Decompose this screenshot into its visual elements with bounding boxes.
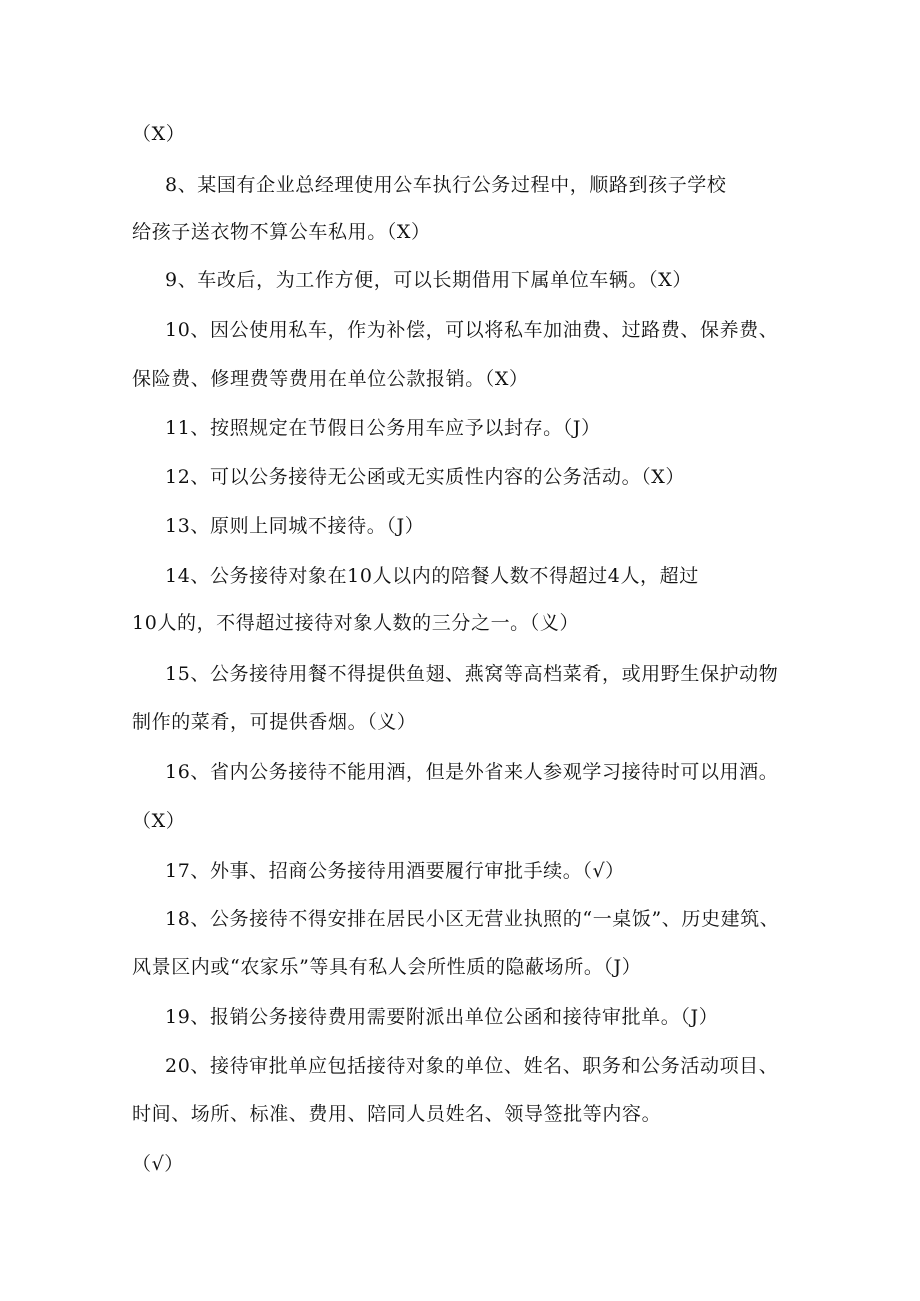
text-line: 11、按照规定在节假日公务用车应予以封存。（J） [165, 417, 601, 439]
text-line: 14、公务接待对象在10人以内的陪餐人数不得超过4人，超过 [165, 565, 699, 587]
text-line: 17、外事、招商公务接待用酒要履行审批手续。（√） [165, 860, 625, 882]
text-line: 10人的，不得超过接待对象人数的三分之一。（义） [132, 612, 580, 634]
text-line: （X） [132, 810, 186, 832]
text-line: 9、车改后，为工作方便，可以长期借用下属单位车辆。（X） [165, 269, 692, 291]
text-line: 时间、场所、标准、费用、陪同人员姓名、领导签批等内容。 [132, 1103, 662, 1125]
text-line: （X） [132, 123, 186, 145]
text-line: 15、公务接待用餐不得提供鱼翅、燕窝等高档菜肴，或用野生保护动物 [165, 663, 779, 685]
text-line: 风景区内或“农家乐”等具有私人会所性质的隐蔽场所。（J） [132, 956, 642, 978]
text-line: 12、可以公务接待无公函或无实质性内容的公务活动。（X） [165, 466, 686, 488]
text-line: 8、某国有企业总经理使用公车执行公务过程中，顺路到孩子学校 [165, 174, 727, 196]
text-line: 18、公务接待不得安排在居民小区无营业执照的“一桌饭”、历史建筑、 [165, 908, 780, 930]
text-line: 16、省内公务接待不能用酒，但是外省来人参观学习接待时可以用酒。 [165, 761, 779, 783]
text-line: 20、接待审批单应包括接待对象的单位、姓名、职务和公务活动项目、 [165, 1055, 779, 1077]
text-line: 13、原则上同城不接待。（J） [165, 515, 425, 537]
text-line: 10、因公使用私车，作为补偿，可以将私车加油费、过路费、保养费、 [165, 319, 779, 341]
text-line: 保险费、修理费等费用在单位公款报销。（X） [132, 368, 529, 390]
text-line: 19、报销公务接待费用需要附派出单位公函和接待审批单。（J） [165, 1006, 719, 1028]
text-line: 制作的菜肴，可提供香烟。（义） [132, 711, 417, 733]
text-line: 给孩子送衣物不算公车私用。（X） [132, 221, 431, 243]
text-line: （√） [132, 1153, 184, 1175]
